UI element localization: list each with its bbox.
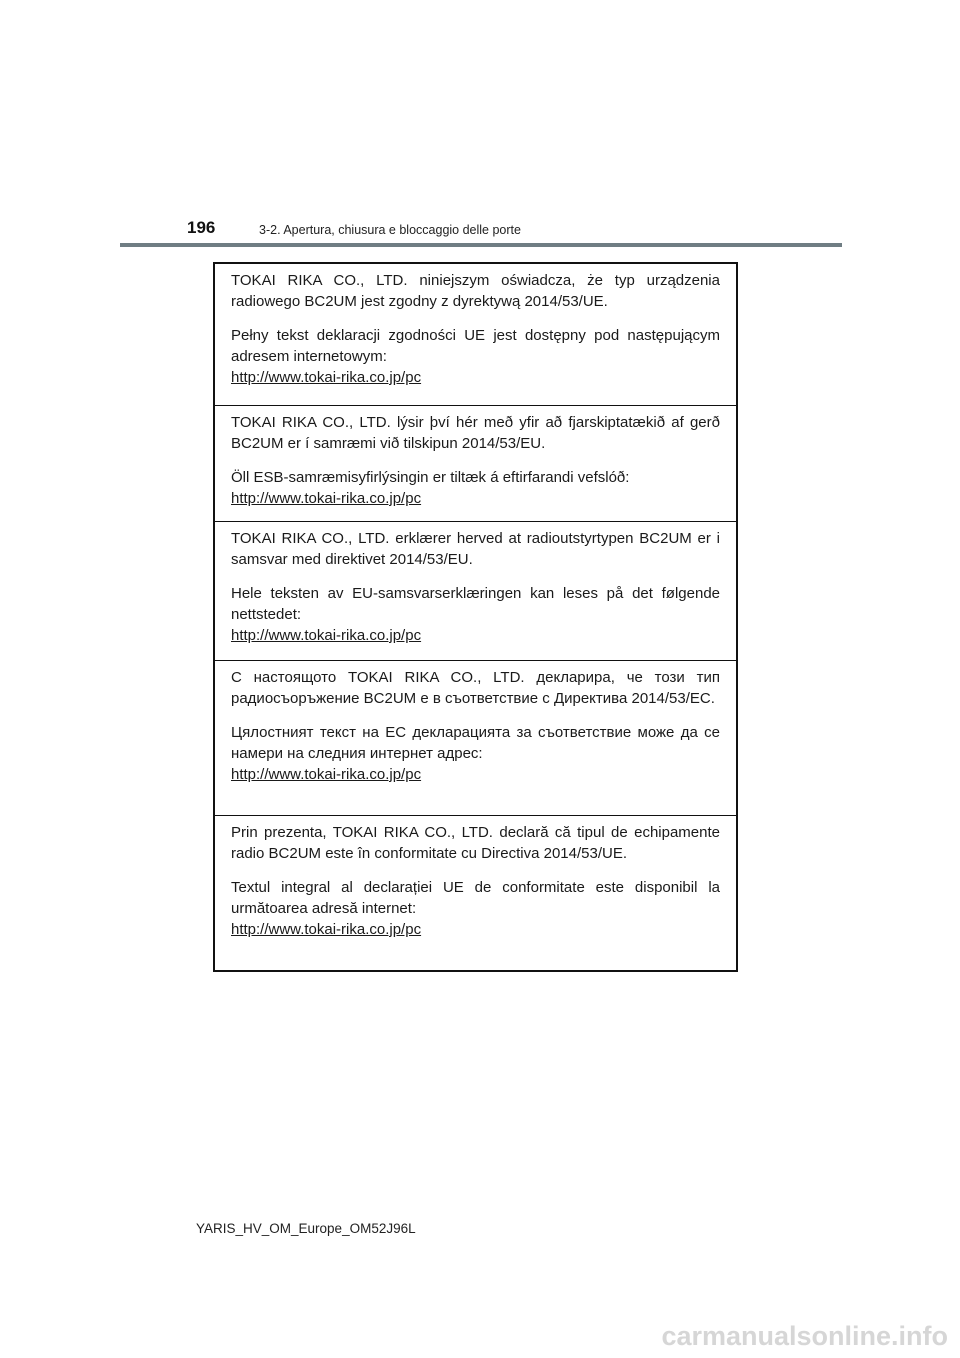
- declaration-romanian: [215, 816, 736, 970]
- page-number: 196: [187, 218, 216, 237]
- declaration-url-link[interactable]: http://www.tokai-rika.co.jp/pc: [231, 369, 422, 386]
- declaration-url-link[interactable]: http://www.tokai-rika.co.jp/pc: [231, 627, 422, 644]
- declaration-url-link[interactable]: http://www.tokai-rika.co.jp/pc: [231, 490, 422, 507]
- page-header: [120, 214, 842, 248]
- document-code: YARIS_HV_OM_Europe_OM52J96L: [196, 1221, 416, 1236]
- declaration-availability: Hele teksten av EU-samsvarserklæringen kan leses på det følgende nettstedet:: [231, 585, 720, 623]
- declaration-availability: Öll ESB-samræmisyfirlýsingin er tiltæk á eftirfarandi vefslóð:: [231, 469, 630, 486]
- declaration-availability: Pełny tekst deklaracji zgodności UE jest dostępny pod następującym adresem internetowym:: [231, 327, 720, 365]
- declarations-box: [213, 262, 738, 972]
- declaration-statement: TOKAI RIKA CO., LTD. erklærer herved at radioutstyrtypen BC2UM er i samsvar med direktivet 2014/53/EU.: [231, 530, 720, 568]
- declaration-statement: Prin prezenta, TOKAI RIKA CO., LTD. declară că tipul de echipamente radio BC2UM este în conformitate cu Directiva 2014/53/UE.: [231, 824, 720, 862]
- header-rule: [120, 243, 842, 247]
- declaration-bulgarian: [215, 661, 736, 816]
- declaration-url-link[interactable]: http://www.tokai-rika.co.jp/pc: [231, 921, 422, 938]
- section-title: 3-2. Apertura, chiusura e bloccaggio delle porte: [259, 223, 521, 237]
- declaration-statement: TOKAI RIKA CO., LTD. niniejszym oświadcza, że typ urządzenia radiowego BC2UM jest zgodny z dyrektywą 2014/53/UE.: [231, 272, 720, 310]
- declaration-statement: TOKAI RIKA CO., LTD. lýsir því hér með yfir að fjarskiptatækið af gerð BC2UM er í samræmi við tilskipun 2014/53/EU.: [231, 414, 720, 452]
- declaration-url-link[interactable]: http://www.tokai-rika.co.jp/pc: [231, 766, 422, 783]
- watermark: carmanualsonline.info: [661, 1321, 948, 1351]
- declaration-icelandic: [215, 406, 736, 522]
- declaration-norwegian: [215, 522, 736, 661]
- declaration-availability: Textul integral al declarației UE de conformitate este disponibil la următoarea adresă internet:: [231, 879, 720, 917]
- declaration-availability: Цялостният текст на ЕС декларацията за съответствие може да се намери на следния интернет адрес:: [231, 724, 720, 762]
- declaration-polish: [215, 264, 736, 406]
- declaration-statement: С настоящото TOKAI RIKA CO., LTD. декларира, че този тип радиосъоръжение BC2UM е в съответствие с Директива 2014/53/ЕС.: [231, 669, 720, 707]
